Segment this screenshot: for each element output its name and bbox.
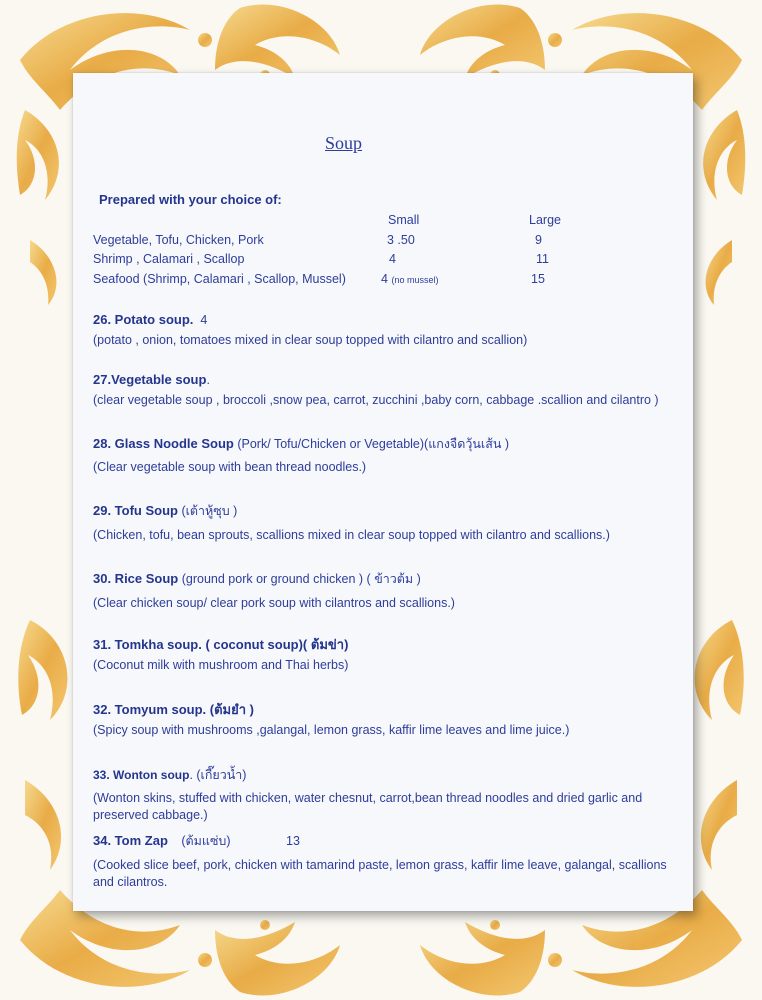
column-small-header: Small	[388, 213, 420, 227]
menu-item-description: (Clear chicken soup/ clear pork soup with cilantros and scallions.)	[93, 596, 455, 610]
menu-item-description: (potato , onion, tomatoes mixed in clear soup topped with cilantro and scallion)	[93, 333, 528, 347]
menu-item-description: (Cooked slice beef, pork, chicken with tamarind paste, lemon grass, kaffir lime leave, galangal, scallions and cilantros.	[93, 858, 667, 889]
menu-item-title	[93, 634, 348, 655]
item-name: 30. Rice Soup	[93, 571, 179, 586]
menu-item-description: (Wonton skins, stuffed with chicken, water chesnut, carrot,bean thread noodles and dried garlic and preserved cabbage.)	[93, 791, 643, 822]
item-extra: (เต้าหู้ซุบ )	[181, 504, 238, 518]
choice-row-name: Vegetable, Tofu, Chicken, Pork	[93, 233, 264, 247]
choice-row-small-price: 3 .50	[387, 233, 415, 247]
item-name: 31. Tomkha soup. ( coconut soup)( ต้มข่า)	[93, 637, 349, 652]
menu-item-description: (Spicy soup with mushrooms ,galangal, lemon grass, kaffir lime leaves and lime juice.)	[93, 723, 570, 737]
choice-row-large-price: 11	[536, 252, 549, 266]
item-extra: (Pork/ Tofu/Chicken or Vegetable)(แกงจืดวุ้นเส้น )	[237, 437, 510, 451]
menu-item-description: (Chicken, tofu, bean sprouts, scallions mixed in clear soup topped with cilantro and scallions.)	[93, 528, 610, 542]
choice-heading: Prepared with your choice of:	[99, 192, 282, 207]
small-price-note: (no mussel)	[391, 275, 439, 285]
menu-item-title	[93, 765, 246, 785]
item-extra: .	[206, 373, 210, 387]
small-price-value: 4	[381, 272, 388, 286]
item-price: 4	[200, 313, 208, 327]
menu-item-title	[93, 434, 509, 454]
menu-item-title	[93, 831, 300, 851]
item-name: 29. Tofu Soup	[93, 503, 178, 518]
menu-item-description: (clear vegetable soup , broccoli ,snow pea, carrot, zucchini ,baby corn, cabbage .scallion and cilantro )	[93, 393, 659, 407]
page-title: Soup	[325, 133, 363, 153]
choice-row-large-price: 9	[535, 233, 542, 247]
item-extra: . (เกี๊ยวน้ำ)	[189, 768, 247, 782]
choice-row-name: Seafood (Shrimp, Calamari , Scallop, Mussel)	[93, 272, 346, 286]
choice-row-large-price: 15	[531, 272, 545, 286]
menu-item-description: (Clear vegetable soup with bean thread noodles.)	[93, 460, 367, 474]
item-name: 26. Potato soup.	[93, 312, 194, 327]
item-extra: (ต้มแซ่บ)	[181, 834, 231, 848]
item-name: 27.Vegetable soup	[93, 372, 207, 387]
item-name: 33. Wonton soup	[93, 768, 190, 782]
menu-item-title	[93, 501, 237, 521]
menu-item-title	[93, 569, 421, 589]
item-name: 32. Tomyum soup. (ต้มยำ )	[93, 702, 254, 717]
column-large-header: Large	[529, 213, 561, 227]
menu-item-title	[93, 372, 210, 387]
item-extra: (ground pork or ground chicken ) ( ข้าวต้ม )	[181, 572, 421, 586]
item-name: 34. Tom Zap	[93, 833, 168, 848]
choice-row-small-price	[381, 272, 438, 286]
item-price: 13	[286, 834, 300, 848]
choice-row-name: Shrimp , Calamari , Scallop	[93, 252, 245, 266]
choice-row-small-price: 4	[389, 252, 396, 266]
menu-item-description: (Coconut milk with mushroom and Thai herbs)	[93, 658, 349, 672]
menu-item-title	[93, 699, 254, 720]
menu-item-title	[93, 312, 207, 327]
item-name: 28. Glass Noodle Soup	[93, 436, 234, 451]
